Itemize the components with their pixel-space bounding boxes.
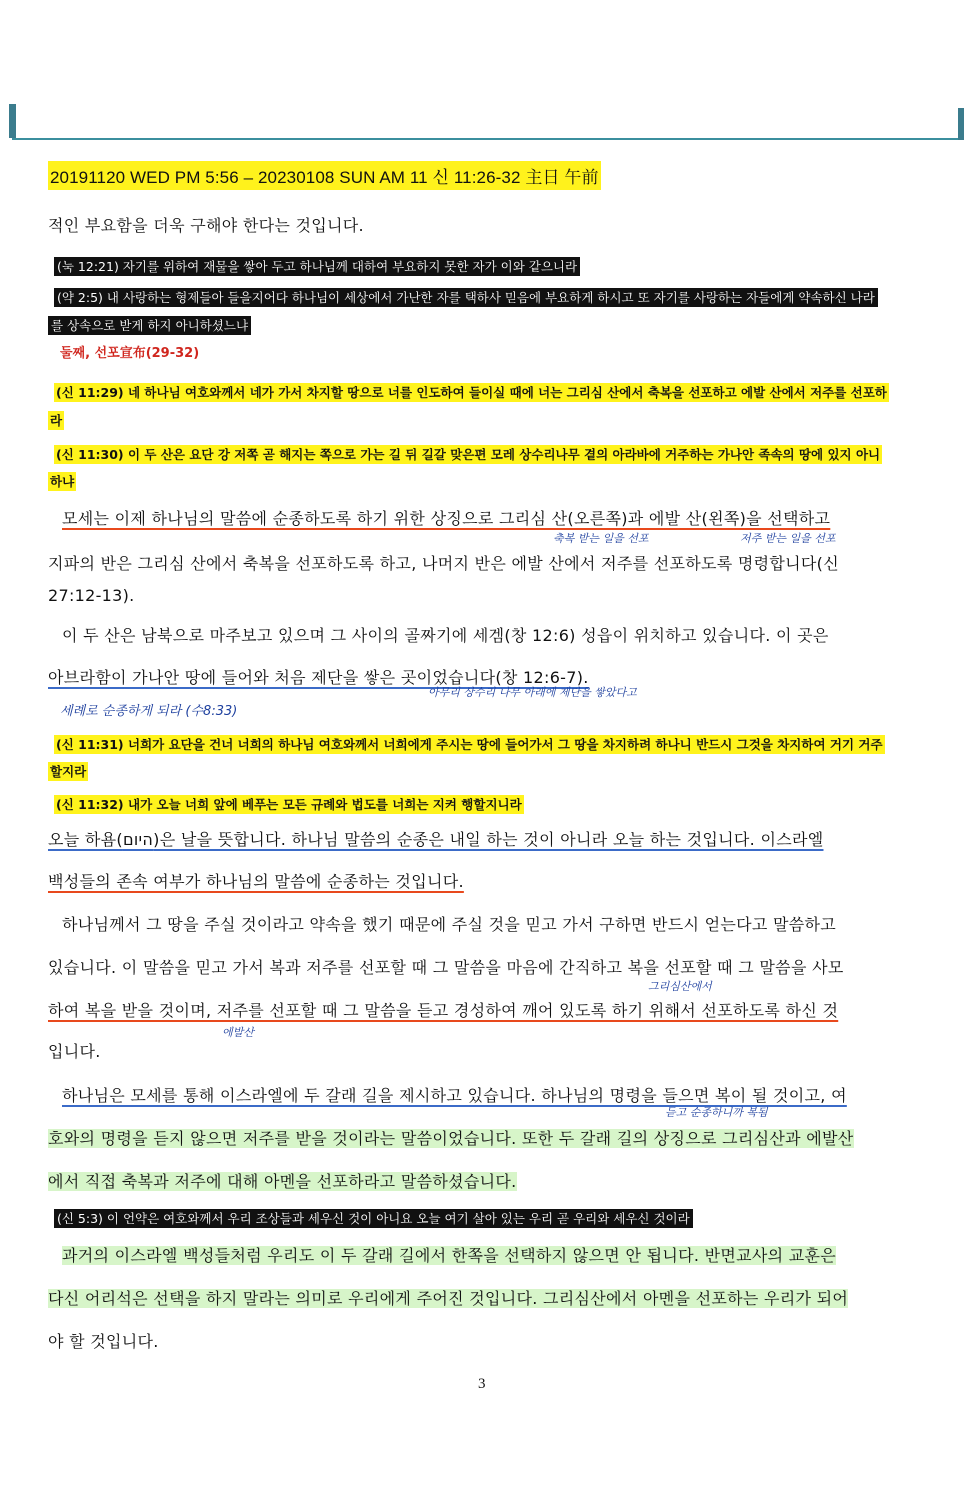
para1-line2: 지파의 반은 그리심 산에서 축복을 선포하도록 하고, 나머지 반은 에발 산에서 저주를 선포하도록 명령합니다(신 (48, 554, 839, 573)
para1-line3: 27:12-13). (48, 586, 135, 605)
para2-line1: 이 두 산은 남북으로 마주보고 있으며 그 사이의 골짜기에 세겜(창 12:6) 성읍이 위치하고 있습니다. 이 곳은 (62, 626, 829, 645)
para6-line2: 다신 어리석은 선택을 하지 말라는 의미로 우리에게 주어진 것입니다. 그리심산에서 아멘을 선포하는 우리가 되어 (48, 1289, 849, 1308)
para2-line2: 아브라함이 가나안 땅에 들어와 처음 제단을 쌓은 곳이었습니다(창 12:6-7). (48, 668, 589, 687)
verse-james-2: 를 상속으로 받게 하지 아니하셨느냐 (48, 312, 932, 340)
right-tab-marker (958, 108, 964, 140)
header-rule (12, 138, 964, 140)
verse-30-1: (신 11:30) 이 두 산은 요단 강 저쪽 곧 해지는 쪽으로 가는 길 뒤 길갈 맞은편 모레 상수리나무 곁의 아라바에 거주하는 가나안 족속의 땅에 있지 아니 (56, 447, 881, 462)
para3-line2: 백성들의 존속 여부가 하나님의 말씀에 순종하는 것입니다. (48, 872, 464, 891)
handwritten-note-2: 저주 받는 일을 선포 (740, 532, 836, 545)
para4-line3: 하여 복을 받을 것이며, 저주를 선포할 때 그 말씀을 듣고 경성하여 깨어 있도록 하기 위해서 선포하도록 하신 것 (48, 1001, 839, 1020)
section-heading: 둘째, 선포宣布(29-32) (60, 346, 200, 361)
handwritten-note-5: 그리심산에서 (648, 980, 712, 993)
para6-line3: 야 할 것입니다. (48, 1332, 159, 1351)
para1-line1: 모세는 이제 하나님의 말씀에 순종하도록 하기 위한 상징으로 그리심 산(오른쪽)과 에발 산(왼쪽)을 선택하고 (62, 509, 831, 528)
handwritten-note-4: 세례로 순종하게 되라 (수8:33) (60, 704, 238, 719)
para5-line3: 에서 직접 축복과 저주에 대해 아멘을 선포하라고 말씀하셨습니다. (48, 1172, 517, 1191)
para4-line4: 입니다. (48, 1042, 101, 1061)
handwritten-note-1: 축복 받는 일을 선포 (553, 532, 649, 545)
handwritten-note-6: 에발산 (222, 1026, 254, 1039)
handwritten-note-7: 듣고 순종하니까 복됨 (665, 1106, 768, 1119)
para3-line1: 오늘 하욤(היום)은 날을 뜻합니다. 하나님 말씀의 순종은 내일 하는 것이 아니라 오늘 하는 것입니다. 이스라엘 (48, 830, 824, 849)
para4-line2: 있습니다. 이 말씀을 믿고 가서 복과 저주를 선포할 때 그 말씀을 마음에 간직하고 복을 선포할 때 그 말씀을 사모 (48, 958, 844, 977)
verse-31-2: 할지라 (50, 764, 87, 779)
para4-line1: 하나님께서 그 땅을 주실 것이라고 약속을 했기 때문에 주실 것을 믿고 가서 구하면 반드시 얻는다고 말씀하고 (62, 915, 837, 934)
date-header: 20191120 WED PM 5:56 – 20230108 SUN AM 11 신 11:26-32 主日 午前 (48, 161, 601, 190)
verse-29-2: 라 (50, 413, 63, 428)
verse-deut-5-3: (신 5:3) 이 언약은 여호와께서 우리 조상들과 세우신 것이 아니요 오늘 여기 살아 있는 우리 곧 우리와 세우신 것이라 (54, 1205, 938, 1233)
page-number: 3 (478, 1376, 486, 1392)
verse-31-1: (신 11:31) 너희가 요단을 건너 너희의 하나님 여호와께서 너희에게 주시는 땅에 들어가서 그 땅을 차지하려 하나니 반드시 그것을 차지하여 거기 거주 (56, 737, 883, 752)
verse-luke: (눅 12:21) 자기를 위하여 재물을 쌓아 두고 하나님께 대하여 부요하지 못한 자가 이와 같으니라 (54, 253, 938, 281)
left-tab-marker (9, 104, 16, 138)
handwritten-note-3: 아무리 상수리 나무 아래에 제단을 쌓았다고 (428, 686, 637, 699)
verse-30-2: 하냐 (50, 474, 75, 489)
intro-line: 적인 부요함을 더욱 구해야 한다는 것입니다. (48, 216, 364, 235)
verse-32: (신 11:32) 내가 오늘 너희 앞에 베푸는 모든 규례와 법도를 너희는 지켜 행할지니라 (56, 797, 522, 812)
para5-line1: 하나님은 모세를 통해 이스라엘에 두 갈래 길을 제시하고 있습니다. 하나님의 명령을 들으면 복이 될 것이고, 여 (62, 1086, 847, 1105)
verse-james-1: (약 2:5) 내 사랑하는 형제들아 들을지어다 하나님이 세상에서 가난한 자를 택하사 믿음에 부요하게 하시고 또 자기를 사랑하는 자들에게 약속하신 나라 (54, 284, 938, 312)
para5-line2: 호와의 명령을 듣지 않으면 저주를 받을 것이라는 말씀이었습니다. 또한 두 갈래 길의 상징으로 그리심산과 에발산 (48, 1129, 854, 1148)
para6-line1: 과거의 이스라엘 백성들처럼 우리도 이 두 갈래 길에서 한쪽을 선택하지 않으면 안 됩니다. 반면교사의 교훈은 (62, 1246, 837, 1265)
verse-29-1: (신 11:29) 네 하나님 여호와께서 네가 가서 차지할 땅으로 너를 인도하여 들이실 때에 너는 그리심 산에서 축복을 선포하고 에발 산에서 저주를 선포하 (56, 385, 887, 400)
